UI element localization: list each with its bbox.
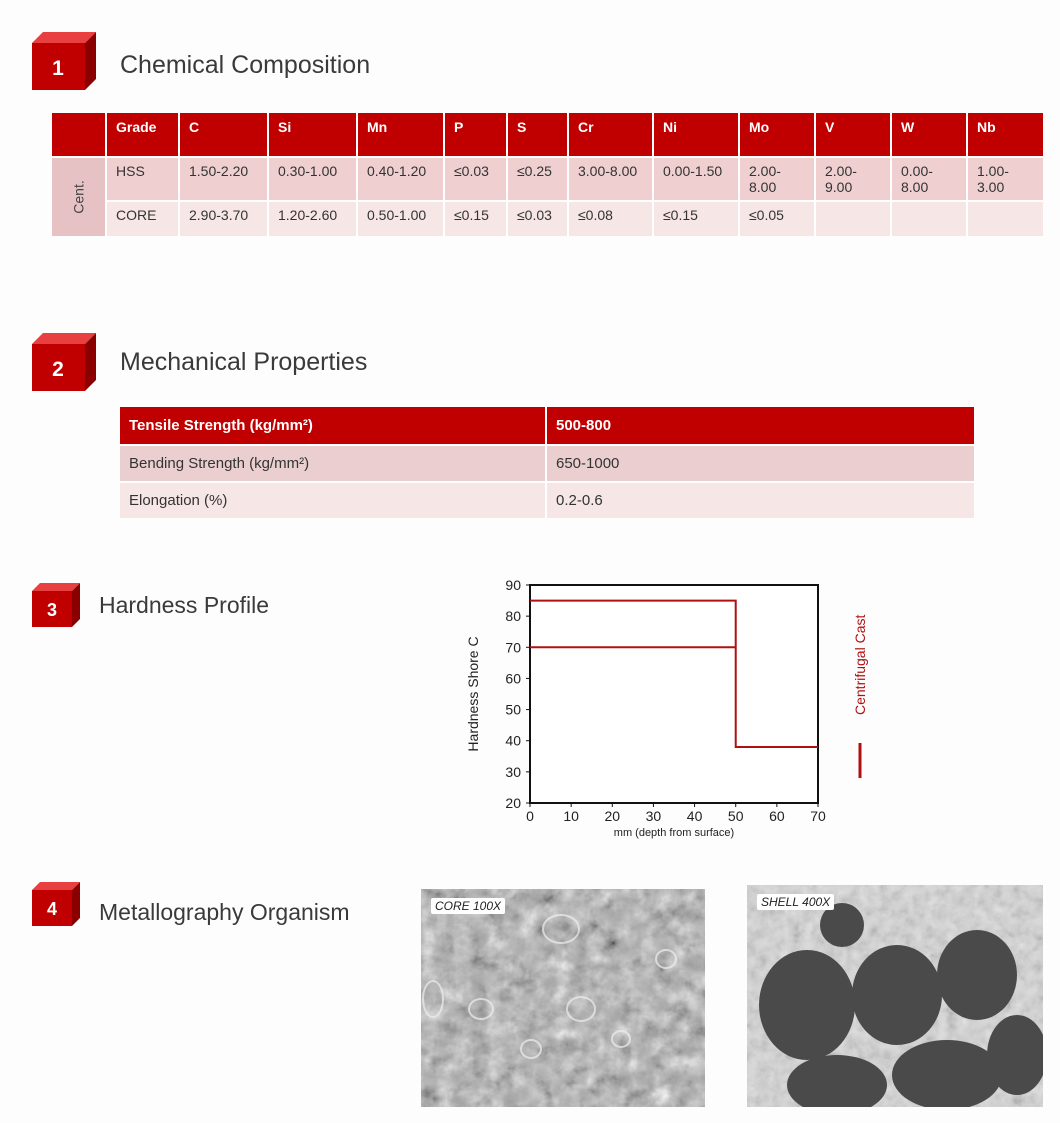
table-row	[52, 156, 1043, 200]
cell-mo: 2.00-8.00	[740, 156, 816, 200]
cell-w	[892, 200, 968, 236]
cell-mn: 0.50-1.00	[358, 200, 445, 236]
cell-p: ≤0.15	[445, 200, 508, 236]
cell-v: 2.00-9.00	[816, 156, 892, 200]
y-tick-label: 80	[505, 608, 521, 625]
section-3-title: Hardness Profile	[99, 592, 270, 618]
section-4-badge	[32, 882, 80, 926]
header-nb: Nb	[968, 113, 1043, 156]
y-tick-label: 70	[505, 639, 521, 656]
property-name: Bending Strength (kg/mm²)	[120, 444, 547, 481]
shell-micrograph	[747, 885, 1043, 1107]
y-tick-label: 60	[505, 670, 521, 687]
cell-si: 1.20-2.60	[269, 200, 358, 236]
x-tick-label: 20	[604, 808, 621, 824]
cell-cr: 3.00-8.00	[569, 156, 654, 200]
table-row	[120, 444, 974, 481]
cell-cr: ≤0.08	[569, 200, 654, 236]
section-1-number: 1	[52, 57, 64, 80]
core-micrograph-texture	[421, 889, 705, 1107]
property-name: Tensile Strength (kg/mm²)	[120, 407, 547, 444]
cell-mo: ≤0.05	[740, 200, 816, 236]
cell-c: 2.90-3.70	[180, 200, 269, 236]
x-tick-label: 30	[645, 808, 662, 824]
shell-micrograph-texture	[747, 885, 1043, 1107]
header-w: W	[892, 113, 968, 156]
header-mn: Mn	[358, 113, 445, 156]
y-tick-label: 90	[505, 577, 521, 593]
header-s: S	[508, 113, 569, 156]
cell-nb: 1.00-3.00	[968, 156, 1043, 200]
y-axis-label: Hardness Shore C	[465, 636, 481, 752]
section-4-number: 4	[46, 899, 58, 919]
section-2-badge	[32, 333, 96, 391]
core-micrograph-label: CORE 100X	[431, 898, 505, 914]
chemical-composition-table	[52, 113, 1043, 236]
x-tick-label: 50	[727, 808, 744, 824]
table-row	[120, 407, 974, 444]
header-c: C	[180, 113, 269, 156]
group-label: Cent.	[70, 180, 87, 214]
plot-frame	[530, 585, 818, 803]
section-3-badge	[32, 583, 80, 627]
x-tick-label: 40	[686, 808, 703, 824]
header-cr: Cr	[569, 113, 654, 156]
cell-w: 0.00-8.00	[892, 156, 968, 200]
cell-mn: 0.40-1.20	[358, 156, 445, 200]
y-tick-label: 50	[505, 701, 521, 718]
x-tick-label: 70	[810, 808, 826, 824]
header-p: P	[445, 113, 508, 156]
header-v: V	[816, 113, 892, 156]
cell-nb	[968, 200, 1043, 236]
shell-micrograph-label: SHELL 400X	[757, 894, 834, 910]
table-header-corner	[52, 113, 107, 156]
cell-v	[816, 200, 892, 236]
x-tick-label: 10	[563, 808, 579, 824]
table-row	[52, 200, 1043, 236]
cell-c: 1.50-2.20	[180, 156, 269, 200]
x-tick-label: 60	[769, 808, 785, 824]
section-3-number: 3	[46, 600, 58, 620]
property-value: 0.2-0.6	[547, 481, 974, 518]
header-si: Si	[269, 113, 358, 156]
cell-p: ≤0.03	[445, 156, 508, 200]
y-tick-label: 30	[505, 763, 521, 780]
cell-s: ≤0.25	[508, 156, 569, 200]
table-header-row	[52, 113, 1043, 156]
property-value: 500-800	[547, 407, 974, 444]
mechanical-properties-table	[120, 407, 974, 518]
property-name: Elongation (%)	[120, 481, 547, 518]
core-micrograph	[421, 889, 705, 1107]
group-label-cell	[52, 156, 107, 236]
header-ni: Ni	[654, 113, 740, 156]
cell-ni: ≤0.15	[654, 200, 740, 236]
section-1-title: Chemical Composition	[120, 51, 371, 79]
y-tick-label: 20	[505, 795, 521, 811]
cell-grade: CORE	[107, 200, 180, 236]
x-axis-label: mm (depth from surface)	[613, 827, 735, 839]
x-tick-label: 0	[526, 808, 534, 824]
table-row	[120, 481, 974, 518]
y-tick-label: 40	[505, 732, 521, 749]
section-4-title: Metallography Organism	[99, 899, 350, 925]
section-1-badge	[32, 32, 96, 90]
property-value: 650-1000	[547, 444, 974, 481]
cell-si: 0.30-1.00	[269, 156, 358, 200]
header-grade: Grade	[107, 113, 180, 156]
cell-ni: 0.00-1.50	[654, 156, 740, 200]
section-2-number: 2	[52, 358, 64, 381]
section-2-title: Mechanical Properties	[120, 348, 368, 376]
hardness-profile-chart	[455, 575, 895, 850]
cell-s: ≤0.03	[508, 200, 569, 236]
cell-grade: HSS	[107, 156, 180, 200]
header-mo: Mo	[740, 113, 816, 156]
legend-label: Centrifugal Cast	[852, 614, 868, 715]
